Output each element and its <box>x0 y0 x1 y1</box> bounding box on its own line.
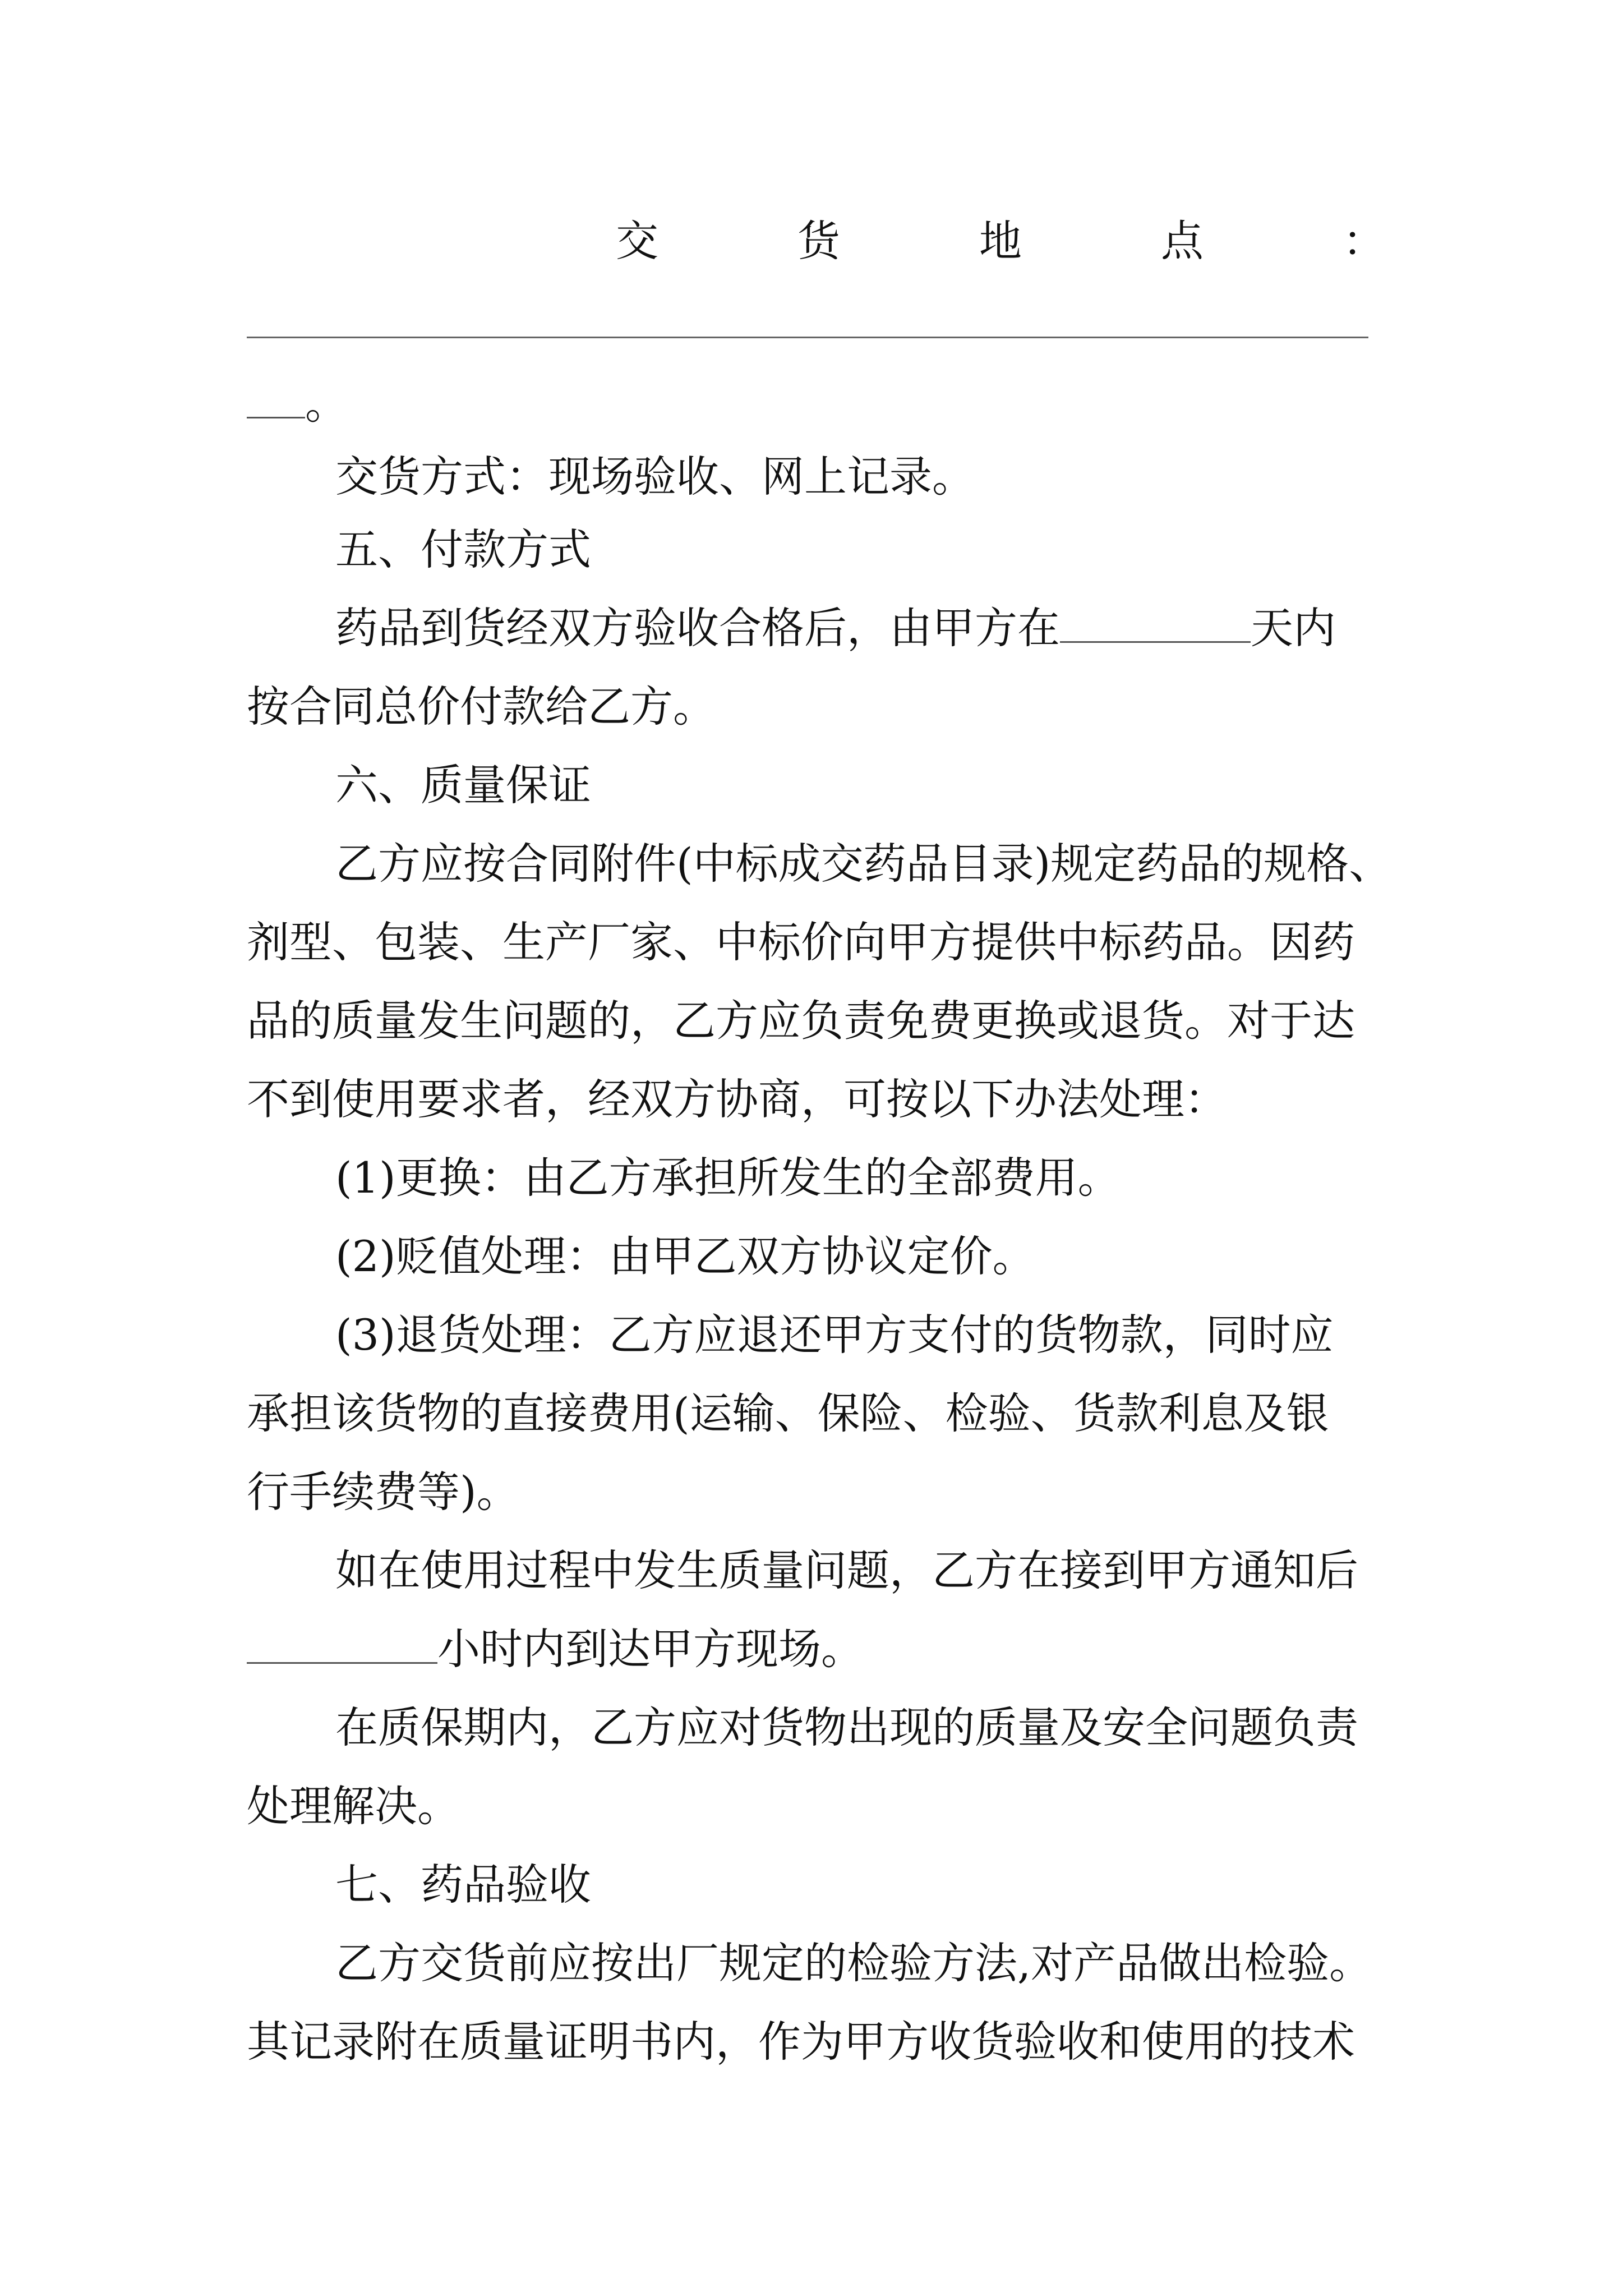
label-char: 点 <box>1161 216 1204 266</box>
warranty-paragraph-line: 处理解决。 <box>247 1781 460 1831</box>
quality-paragraph-line: 乙方应按合同附件(中标成交药品目录)规定药品的规格、 <box>335 839 1392 889</box>
payment-paragraph-line <box>335 583 1336 673</box>
delivery-method: 交货方式：现场验收、网上记录。 <box>335 452 975 501</box>
hours-blank <box>247 1628 437 1664</box>
list-item-continued: 行手续费等)。 <box>247 1467 519 1517</box>
list-item: (1)更换：由乙方承担所发生的全部费用。 <box>335 1153 1121 1203</box>
notice-paragraph-line: 如在使用过程中发生质量问题，乙方在接到甲方通知后 <box>335 1545 1358 1595</box>
warranty-paragraph-line: 在质保期内，乙方应对货物出现的质量及安全问题负责 <box>335 1703 1358 1752</box>
section-heading: 七、药品验收 <box>335 1860 591 1910</box>
payment-text: 天内 <box>1251 603 1336 653</box>
label-char: 地 <box>979 216 1022 266</box>
payment-paragraph-line: 按合同总价付款给乙方。 <box>247 682 716 731</box>
list-item: (2)贬值处理：由甲乙双方协议定价。 <box>335 1231 1035 1281</box>
section-heading: 五、付款方式 <box>335 524 591 574</box>
payment-text: 药品到货经双方验收合格后，由甲方在 <box>335 603 1060 653</box>
inspection-paragraph-line: 乙方交货前应按出厂规定的检验方法,对产品做出检验。 <box>335 1938 1372 1988</box>
blank-underline <box>247 383 305 418</box>
blank-underline-long <box>247 337 1368 338</box>
notice-paragraph-line <box>247 1604 864 1694</box>
quality-paragraph-line: 不到使用要求者，经双方协商，可按以下办法处理： <box>247 1074 1227 1124</box>
label-char: ： <box>1343 216 1385 266</box>
list-item: (3)退货处理：乙方应退还甲方支付的货物款，同时应 <box>335 1310 1334 1360</box>
section-heading: 六、质量保证 <box>335 760 591 810</box>
notice-text: 小时内到达甲方现场。 <box>437 1624 864 1674</box>
label-char: 交 <box>616 216 658 266</box>
delivery-place-tail <box>247 359 348 449</box>
days-blank <box>1060 608 1251 643</box>
quality-paragraph-line: 品的质量发生问题的，乙方应负责免费更换或退货。对于达 <box>247 996 1355 1046</box>
label-char: 货 <box>797 216 840 266</box>
quality-paragraph-line: 剂型、包装、生产厂家、中标价向甲方提供中标药品。因药 <box>247 917 1355 967</box>
inspection-paragraph-line: 其记录附在质量证明书内，作为甲方收货验收和使用的技术 <box>247 2017 1355 2067</box>
tail-text: 。 <box>305 379 348 429</box>
list-item-continued: 承担该货物的直接费用(运输、保险、检验、货款利息及银 <box>247 1388 1329 1438</box>
